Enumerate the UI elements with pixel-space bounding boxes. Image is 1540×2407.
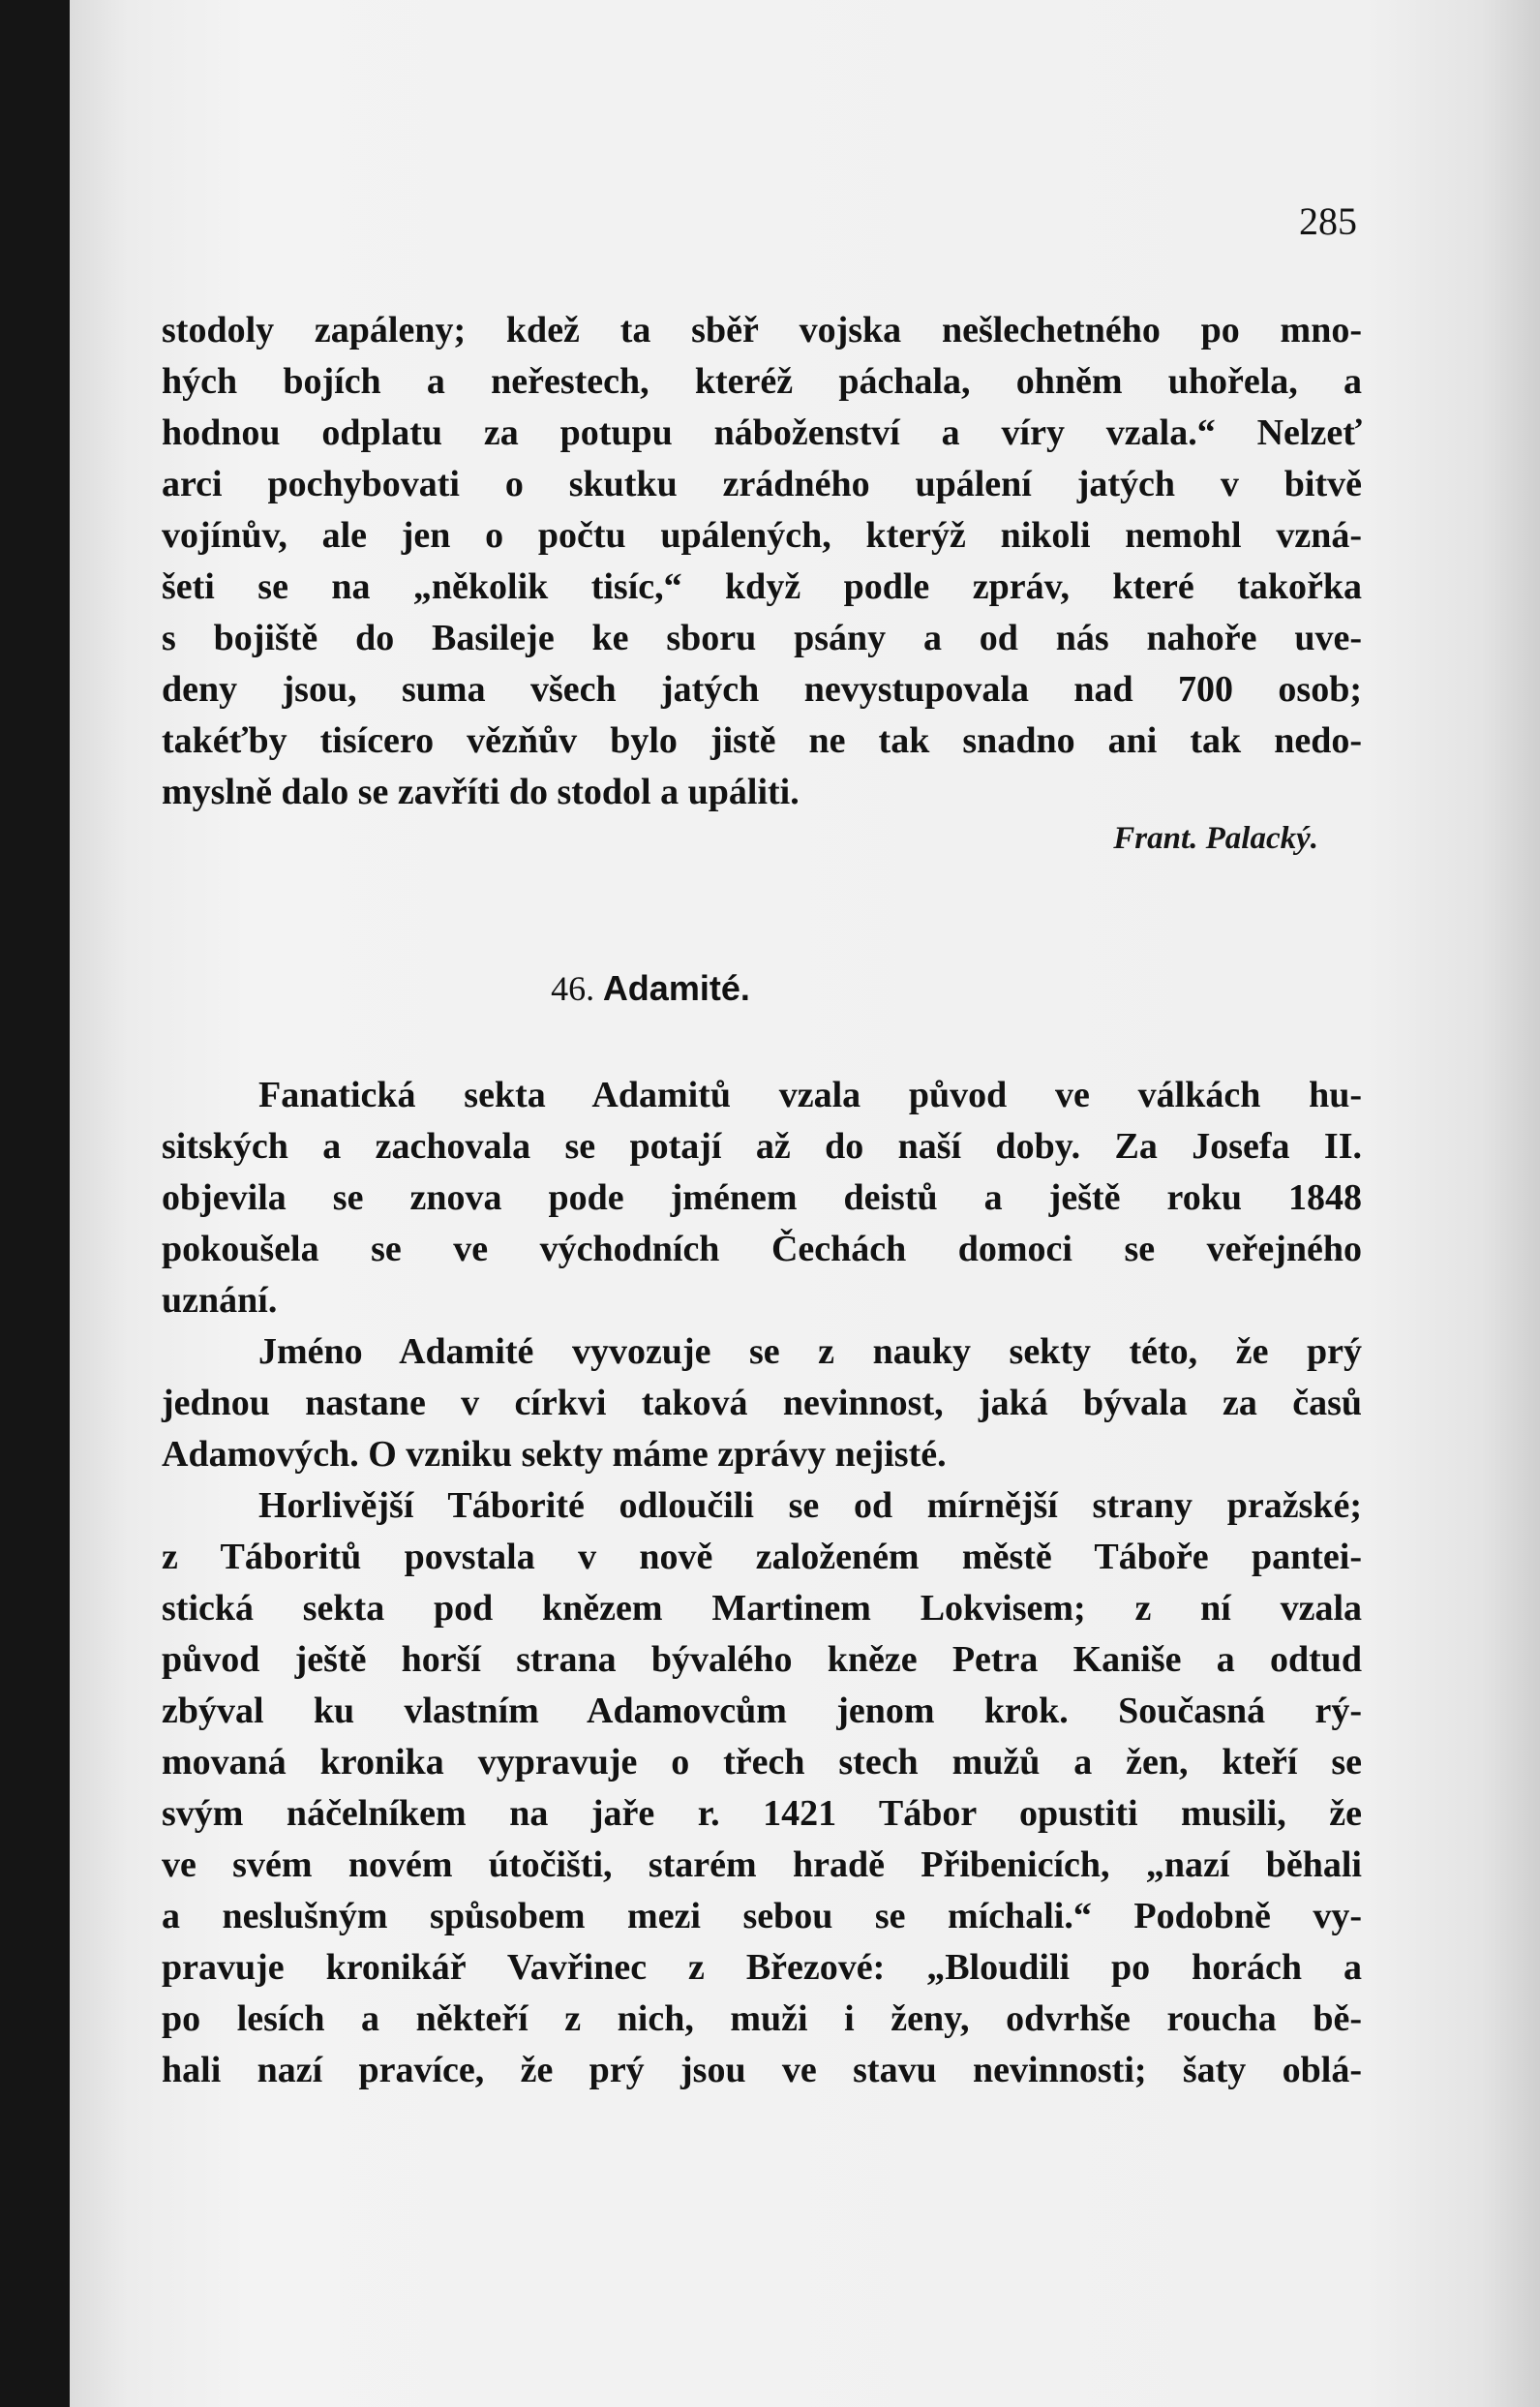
text-line: deny jsou, suma všech jatých nevystupovala nad 700 osob; [162,669,1362,710]
text-line: pravuje kronikář Vavřinec z Březové: „Bloudili po horách a [162,1947,1362,1988]
text-line: vojínův, ale jen o počtu upálených, kterýž nikoli nemohl vzná- [162,515,1362,556]
text-line: movaná kronika vypravuje o třech stech mužů a žen, kteří se [162,1742,1362,1782]
text-line: myslně dalo se zavříti do stodol a upáliti. [162,772,800,812]
author-signature: Frant. Palacký. [1113,821,1318,856]
text-line: stická sekta pod knězem Martinem Lokvisem; z ní vzala [162,1588,1362,1629]
text-line: stodoly zapáleny; kdež ta sběř vojska nešlechetného po mno- [162,310,1362,350]
text-line: původ ještě horší strana bývalého kněze Petra Kaniše a odtud [162,1639,1362,1680]
text-line: jednou nastane v církvi taková nevinnost, jaká bývala za časů [162,1383,1362,1423]
text-line: takéťby tisícero vězňův bylo jistě ne tak snadno ani tak nedo- [162,720,1362,761]
text-line: svým náčelníkem na jaře r. 1421 Tábor opustiti musili, že [162,1793,1362,1834]
text-line: po lesích a někteří z nich, muži i ženy, odvrhše roucha bě- [162,1998,1362,2039]
text-line: z Táboritů povstala v nově založeném městě Táboře pantei- [162,1537,1362,1577]
text-line: zbýval ku vlastním Adamovcům jenom krok. Současná rý- [162,1691,1362,1731]
text-line: šeti se na „několik tisíc,“ když podle zpráv, které takořka [162,566,1362,607]
text-line: uznání. [162,1280,278,1321]
section-title: Adamité. [602,968,750,1008]
text-line: ve svém novém útočišti, starém hradě Přibenicích, „nazí běhali [162,1844,1362,1885]
text-line: Horlivější Táborité odloučili se od mírnější strany pražské; [258,1485,1362,1526]
text-line: a neslušným spůsobem mezi sebou se míchali.“ Podobně vy- [162,1896,1362,1936]
text-line: Jméno Adamité vyvozuje se z nauky sekty této, že prý [258,1331,1362,1372]
text-line: Adamových. O vzniku sekty máme zprávy nejisté. [162,1434,947,1475]
text-line: arci pochybovati o skutku zrádného upálení jatých v bitvě [162,464,1362,504]
text-line: hých bojích a neřestech, kteréž páchala, ohněm uhořela, a [162,361,1362,402]
text-line: hodnou odplatu za potupu náboženství a víry vzala.“ Nelzeť [162,412,1362,453]
section-heading [379,968,921,1009]
text-line: sitských a zachovala se potají až do naší doby. Za Josefa II. [162,1126,1362,1167]
text-line: s bojiště do Basileje ke sboru psány a od nás nahoře uve- [162,618,1362,658]
text-line: hali nazí pravíce, že prý jsou ve stavu nevinnosti; šaty oblá- [162,2050,1362,2090]
top-passage [162,305,1362,818]
page-number: 285 [1299,199,1357,243]
text-line: Fanatická sekta Adamitů vzala původ ve válkách hu- [258,1075,1362,1115]
section-body [162,1070,1362,2096]
book-page [70,0,1540,2407]
text-line: objevila se znova pode jménem deistů a ještě roku 1848 [162,1177,1362,1218]
section-number: 46. [551,969,595,1008]
text-line: pokoušela se ve východních Čechách domoci se veřejného [162,1229,1362,1269]
